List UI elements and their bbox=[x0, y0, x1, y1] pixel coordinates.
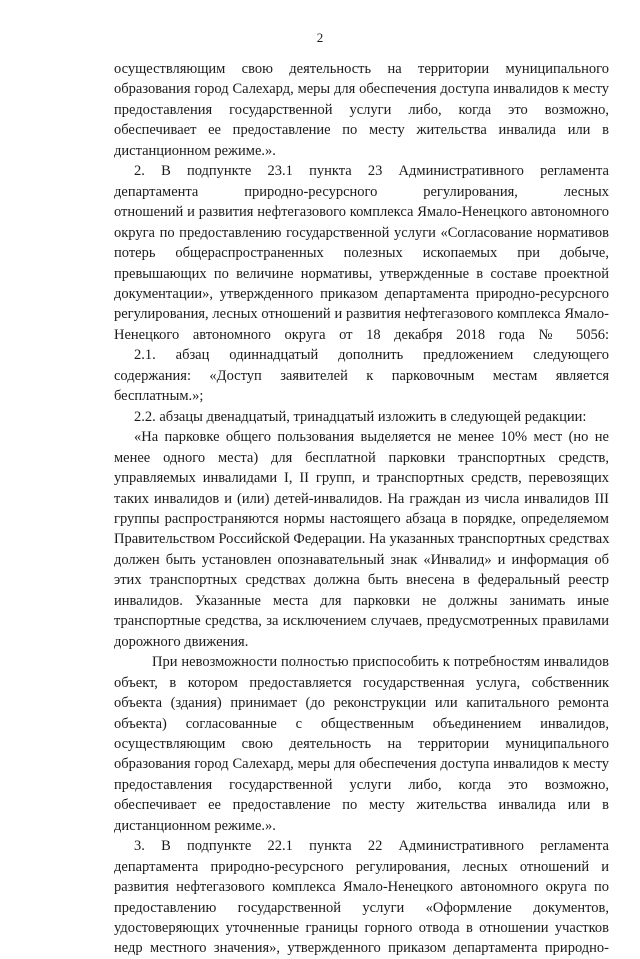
text-line: дистанционном режиме.». bbox=[114, 142, 276, 159]
paragraph-item-2-1 bbox=[114, 345, 609, 406]
paragraph-quoted-accessibility bbox=[114, 652, 609, 836]
text-line: управляемых инвалидами I, II групп, и транспортных средств, перевозящих bbox=[114, 470, 609, 487]
text-line: предоставления государственной услуги либо, когда это возможно, bbox=[114, 776, 609, 793]
document-body bbox=[114, 59, 609, 959]
text-line: Правительством Российской Федерации. На указанных транспортных средствах bbox=[114, 531, 610, 548]
text-line: Ненецкого автономного округа от 18 декабря 2018 года № 5056: bbox=[114, 326, 609, 343]
text-line: дорожного движения. bbox=[114, 633, 249, 650]
paragraph-item-3 bbox=[114, 836, 609, 959]
text-line: департамента природно-ресурсного регулирования, лесных bbox=[114, 183, 609, 200]
text-line: регулирования, лесных отношений и развития нефтегазового комплекса Ямало- bbox=[114, 306, 609, 323]
text-line: осуществляющим свою деятельность на территории муниципального bbox=[114, 61, 609, 77]
text-line: 3. В подпункте 22.1 пункта 22 Административного регламента bbox=[134, 838, 609, 855]
text-line: округа по предоставлению государственной услуги «Согласование нормативов bbox=[114, 224, 609, 241]
text-line: инвалидов. Указанные места для парковки не должны занимать иные bbox=[114, 592, 609, 609]
text-line: 2. В подпункте 23.1 пункта 23 Административного регламента bbox=[134, 163, 609, 180]
text-line: менее одного места) для бесплатной парковки транспортных средств, bbox=[114, 449, 609, 466]
text-line: таких инвалидов и (или) детей-инвалидов. На граждан из числа инвалидов III bbox=[114, 490, 609, 507]
text-line: развития нефтегазового комплекса Ямало-Ненецкого автономного округа по bbox=[114, 879, 609, 896]
text-line: предоставлению государственной услуги «Оформление документов, bbox=[114, 899, 609, 916]
text-line: обеспечивает ее предоставление по месту жительства инвалида или в bbox=[114, 122, 609, 139]
text-line: потерь общераспространенных полезных ископаемых при добыче, bbox=[114, 245, 609, 262]
text-line: документации», утвержденного приказом департамента природно-ресурсного bbox=[114, 285, 609, 302]
text-line: «На парковке общего пользования выделяется не менее 10% мест (но не bbox=[134, 429, 609, 446]
text-line: осуществляющим свою деятельность на территории муниципального bbox=[114, 735, 609, 752]
text-line: недр местного значения», утвержденного приказом департамента природно- bbox=[114, 940, 609, 957]
paragraph-quoted-parking bbox=[114, 427, 609, 652]
text-line: образования город Салехард, меры для обеспечения доступа инвалидов к месту bbox=[114, 81, 609, 98]
text-line: образования город Салехард, меры для обеспечения доступа инвалидов к месту bbox=[114, 756, 609, 773]
text-line: превышающих по величине нормативы, утвержденные в составе проектной bbox=[114, 265, 609, 282]
text-line: группы распространяются нормы настоящего абзаца в порядке, определяемом bbox=[114, 510, 609, 527]
text-line: 2.2. абзацы двенадцатый, тринадцатый изложить в следующей редакции: bbox=[134, 408, 587, 425]
text-line: содержания: «Доступ заявителей к парковочным местам является bbox=[114, 367, 609, 384]
text-line: объекта (здания) принимает (до реконструкции или капитального ремонта bbox=[114, 695, 609, 712]
paragraph-item-2 bbox=[114, 161, 609, 345]
paragraph-item-2-2 bbox=[114, 407, 609, 427]
paragraph-continuation bbox=[114, 59, 609, 161]
text-line: дистанционном режиме.». bbox=[114, 817, 276, 834]
text-line: 2.1. абзац одиннадцатый дополнить предложением следующего bbox=[134, 347, 609, 364]
text-line: этих транспортных средствах должна быть внесена в федеральный реестр bbox=[114, 572, 609, 589]
page-number: 2 bbox=[316, 30, 324, 45]
text-line: При невозможности полностью приспособить к потребностям инвалидов bbox=[152, 654, 609, 671]
text-line: обеспечивает ее предоставление по месту жительства инвалида или в bbox=[114, 797, 609, 814]
text-line: объекта) согласованные с общественным объединением инвалидов, bbox=[114, 715, 609, 732]
text-line: должен быть установлен опознавательный знак «Инвалид» и информация об bbox=[114, 551, 609, 568]
text-line: отношений и развития нефтегазового комплекса Ямало-Ненецкого автономного bbox=[114, 204, 609, 221]
text-line: департамента природно-ресурсного регулирования, лесных отношений и bbox=[114, 858, 609, 875]
text-line: предоставления государственной услуги либо, когда это возможно, bbox=[114, 101, 609, 118]
text-line: объект, в котором предоставляется государственная услуга, собственник bbox=[114, 674, 609, 691]
text-line: бесплатным.»; bbox=[114, 388, 204, 405]
text-line: транспортные средства, за исключением случаев, предусмотренных правилами bbox=[114, 613, 609, 630]
text-line: удостоверяющих уточненные границы горного отвода в отношении участков bbox=[114, 920, 609, 937]
